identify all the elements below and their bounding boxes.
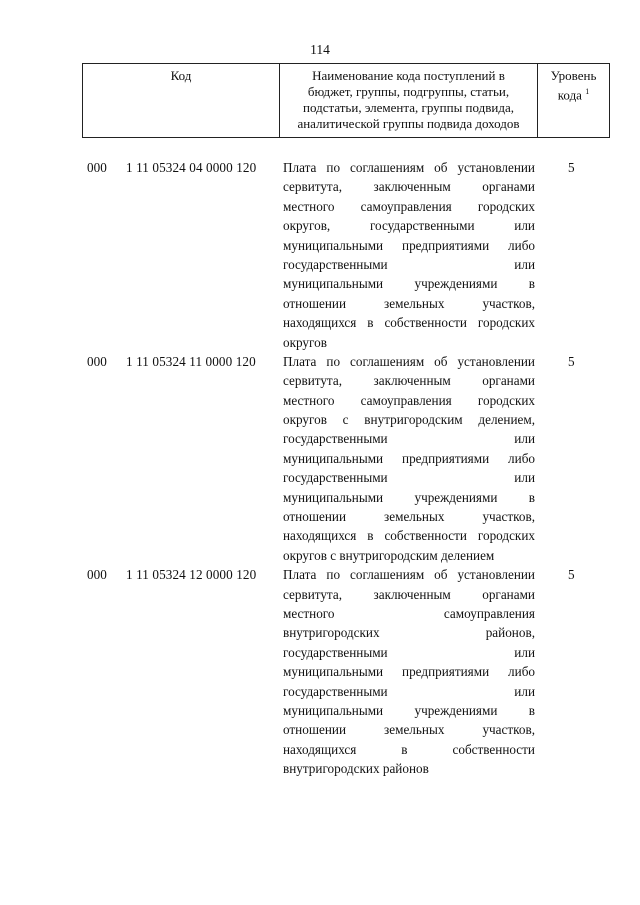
row-name-line: государственными или: [283, 644, 535, 660]
header-name-line: аналитической группы подвида доходов: [297, 116, 520, 131]
footnote-marker: 1: [585, 87, 590, 96]
row-level: 5: [568, 567, 575, 583]
row-name: [283, 565, 535, 778]
row-name-line: государственными или: [283, 256, 535, 272]
row-name-line: муниципальными учреждениями в: [283, 702, 535, 718]
table-row: [82, 352, 610, 565]
row-name-line: местного самоуправления городских: [283, 198, 535, 214]
row-name-line: находящихся в собственности городских: [283, 528, 535, 544]
row-level: 5: [568, 160, 575, 175]
row-name-line: Плата по соглашениям об установлении: [283, 160, 535, 175]
row-name-line: Плата по соглашениям об установлении: [283, 353, 535, 369]
row-name-line: местного самоуправления городских: [283, 392, 535, 408]
row-admin-code: 000: [87, 567, 107, 583]
row-name: [283, 158, 535, 352]
row-admin-code: 000: [87, 160, 107, 175]
row-name-line: внутригородских районов: [283, 761, 429, 777]
row-income-code: 1 11 05324 11 0000 120: [126, 353, 256, 369]
row-income-code: 1 11 05324 04 0000 120: [126, 160, 257, 175]
row-name-line: муниципальными учреждениями в: [283, 489, 535, 505]
header-name-line: бюджет, группы, подгруппы, статьи,: [307, 84, 510, 99]
table-body: [82, 158, 610, 779]
header-level-line2: [538, 84, 609, 103]
table-header: [82, 63, 610, 138]
row-name-line: округов: [283, 334, 327, 350]
row-income-code: 1 11 05324 12 0000 120: [126, 567, 257, 583]
row-name-line: сервитута, заключенным органами: [283, 179, 535, 195]
row-name-line: находящихся в собственности: [283, 741, 535, 757]
header-name-line: подстатьи, элемента, группы подвида,: [303, 100, 514, 115]
page-number: 114: [310, 42, 330, 57]
row-name-line: муниципальными учреждениями в: [283, 276, 535, 292]
row-name-line: муниципальными предприятиями либо: [283, 450, 535, 466]
row-name-line: государственными или: [283, 683, 535, 699]
row-name: [283, 352, 535, 565]
header-level: [537, 64, 609, 137]
row-name-line: местного самоуправления: [283, 605, 535, 621]
row-name-line: сервитута, заключенным органами: [283, 373, 535, 389]
table-row: [82, 565, 610, 778]
row-name-line: отношении земельных участков,: [283, 295, 535, 311]
row-admin-code: 000: [87, 353, 107, 369]
table-row: [82, 158, 610, 352]
header-name: [279, 64, 537, 137]
row-name-line: отношении земельных участков,: [283, 722, 535, 738]
row-name-line: округов, государственными или: [283, 218, 535, 234]
header-level-line1: Уровень: [550, 68, 597, 83]
row-name-line: сервитута, заключенным органами: [283, 586, 535, 602]
row-name-line: государственными или: [283, 431, 535, 447]
row-name-line: внутригородских районов,: [283, 625, 535, 641]
row-name-line: Плата по соглашениям об установлении: [283, 567, 535, 583]
row-level: 5: [568, 353, 575, 369]
row-name-line: отношении земельных участков,: [283, 509, 535, 525]
header-name-line: Наименование кода поступлений в: [312, 68, 505, 83]
row-name-line: находящихся в собственности городских: [283, 315, 535, 331]
header-code: Код: [170, 68, 192, 83]
row-name-line: округов с внутригородским делением,: [283, 412, 535, 428]
row-name-line: округов с внутригородским делением: [283, 547, 495, 563]
row-name-line: муниципальными предприятиями либо: [283, 664, 535, 680]
row-name-line: муниципальными предприятиями либо: [283, 237, 535, 253]
row-name-line: государственными или: [283, 470, 535, 486]
header-level-label: кода: [557, 87, 582, 103]
